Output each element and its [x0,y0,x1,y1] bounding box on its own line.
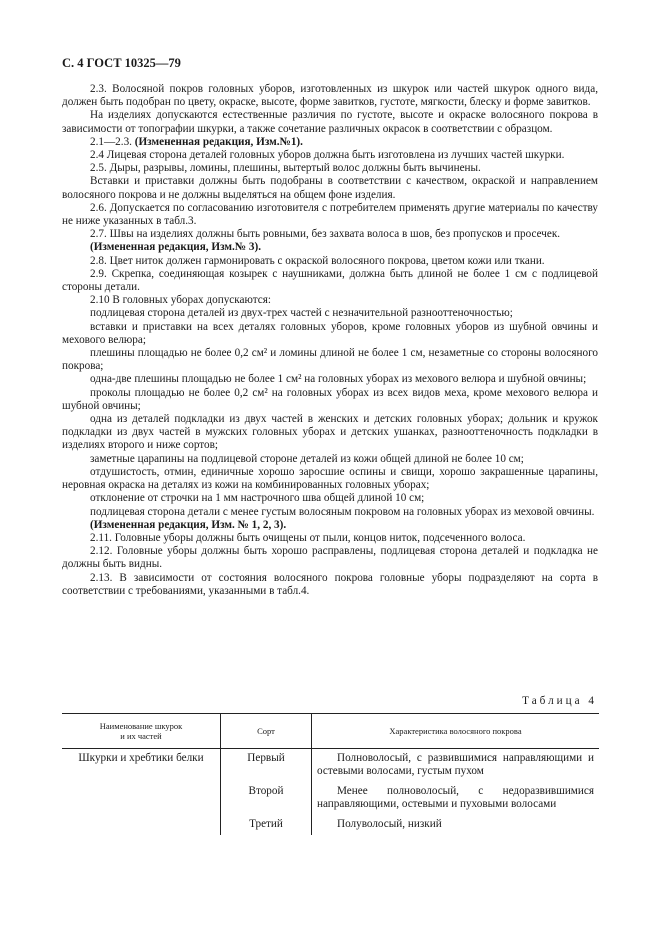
paragraph: вставки и приставки на всех деталях головных уборов, кроме головных уборов из шубной овчины и мехового велюра; [62,320,598,346]
cell-description: Полуволосый, низкий [312,815,600,835]
paragraph: одна-две плешины площадью не более 1 см² на головных уборах из мехового велюра и шубной овчины; [90,373,587,386]
paragraph: заметные царапины на подлицевой стороне деталей из кожи общей длиной не более 10 см; [90,452,524,465]
paragraph: одна из деталей подкладки из двух частей в женских и детских головных уборах; дольник и кружок подкладки из двух частей в мужских головных уборах и детских ушанках, разнооттеночность подкладки в изделиях второго и ниже сортов; [62,413,598,452]
table-row [62,815,599,835]
paragraph: 2.3. Волосяной покров головных уборов, изготовленных из шкурок или частей шкурок одного вида, должен быть подобран по цвету, окраске, высоте, форме завитков, густоте, мягкости, блеску и форме завитков. [62,83,598,109]
amendment-note: (Измененная редакция, Изм. № 1, 2, 3). [90,518,287,531]
document-body [62,83,598,598]
paragraph: проколы площадью не более 0,2 см² на головных уборах из всех видов меха, кроме мехового велюра и шубной овчины; [62,386,598,412]
paragraph: 2.11. Головные уборы должны быть очищены от пыли, концов ниток, подсеченного волоса. [90,531,526,544]
table-header-row [62,714,599,749]
cell-grade: Первый [221,749,312,783]
paragraph: 2.6. Допускается по согласованию изготовителя с потребителем применять другие материалы по качеству не ниже указанных в табл.3. [62,201,598,228]
amendment-prefix: 2.1—2.3. [90,135,135,148]
paragraph: 2.12. Головные уборы должны быть хорошо расправлены, подлицевая сторона деталей и подкладка не должны быть видны. [62,545,598,571]
column-header-name: Наименование шкурок и их частей [62,714,221,749]
cell-pelt-name: Шкурки и хребтики белки [78,752,204,764]
paragraph: отдушистость, отмин, единичные хорошо заросшие оспины и свищи, хорошо закрашенные царапины, неровная окраска на деталях из кожи на комбинированных головных уборах; [62,465,598,492]
table-caption: Таблица 4 [522,695,597,707]
cell-pelt-name [62,782,221,815]
paragraph: плешины площадью не более 0,2 см² и ломины длиной не более 1 см, незаметные со стороны волосяного покрова; [62,347,598,373]
amendment-note: (Измененная редакция, Изм.№ 3). [90,241,261,254]
paragraph: 2.10 В головных уборах допускаются: [90,294,271,307]
column-header-description: Характеристика волосяного покрова [312,714,600,749]
cell-pelt-name [62,815,221,835]
paragraph: 2.8. Цвет ниток должен гармонировать с окраской волосяного покрова, цветом кожи или ткани. [90,254,545,267]
table-row [62,749,599,783]
paragraph: 2.13. В зависимости от состояния волосяного покрова головные уборы подразделяют на сорта в соответствии с требованиями, указанными в табл.4. [62,571,598,597]
paragraph: 2.9. Скрепка, соединяющая козырек с наушниками, должна быть длиной не более 1 см с подлицевой стороны детали. [62,267,598,294]
paragraph: Вставки и приставки должны быть подобраны в соответствии с качеством, окраской и направлением волосяного покрова и не должны выделяться на общем фоне изделия. [62,175,598,201]
table-4 [62,713,599,835]
cell-grade: Третий [221,815,312,835]
paragraph: На изделиях допускаются естественные различия по густоте, высоте и окраске волосяного покрова в зависимости от топографии шкурки, а также сочетание различных окрасок в соответствии с образцом. [62,109,598,135]
paragraph: 2.5. Дыры, разрывы, ломины, плешины, вытертый волос должны быть вычинены. [90,162,481,175]
cell-description: Полноволосый, с развившимися направляющими и остевыми волосами, густым пухом [312,749,600,783]
paragraph: подлицевая сторона деталей из двух-трех частей с незначительной разнооттеночностью; [90,307,513,320]
table-row [62,782,599,815]
cell-grade: Второй [221,782,312,815]
paragraph: 2.4 Лицевая сторона деталей головных уборов должна быть изготовлена из лучших частей шкурки. [90,149,565,162]
paragraph: 2.7. Швы на изделиях должны быть ровными, без захвата волоса в шов, без пропусков и просечек. [90,228,561,241]
cell-description: Менее полноволосый, с недоразвившимися направляющими, остевыми и пуховыми волосами [312,782,600,815]
column-header-grade: Сорт [221,714,312,749]
page-header: С. 4 ГОСТ 10325—79 [62,56,181,70]
paragraph: отклонение от строчки на 1 мм настрочного шва общей длиной 10 см; [90,492,425,505]
amendment-note [62,136,598,149]
amendment-text: (Измененная редакция, Изм.№1). [134,135,303,148]
paragraph: подлицевая сторона детали с менее густым волосяным покровом на головных уборах из меховой овчины. [90,505,595,518]
